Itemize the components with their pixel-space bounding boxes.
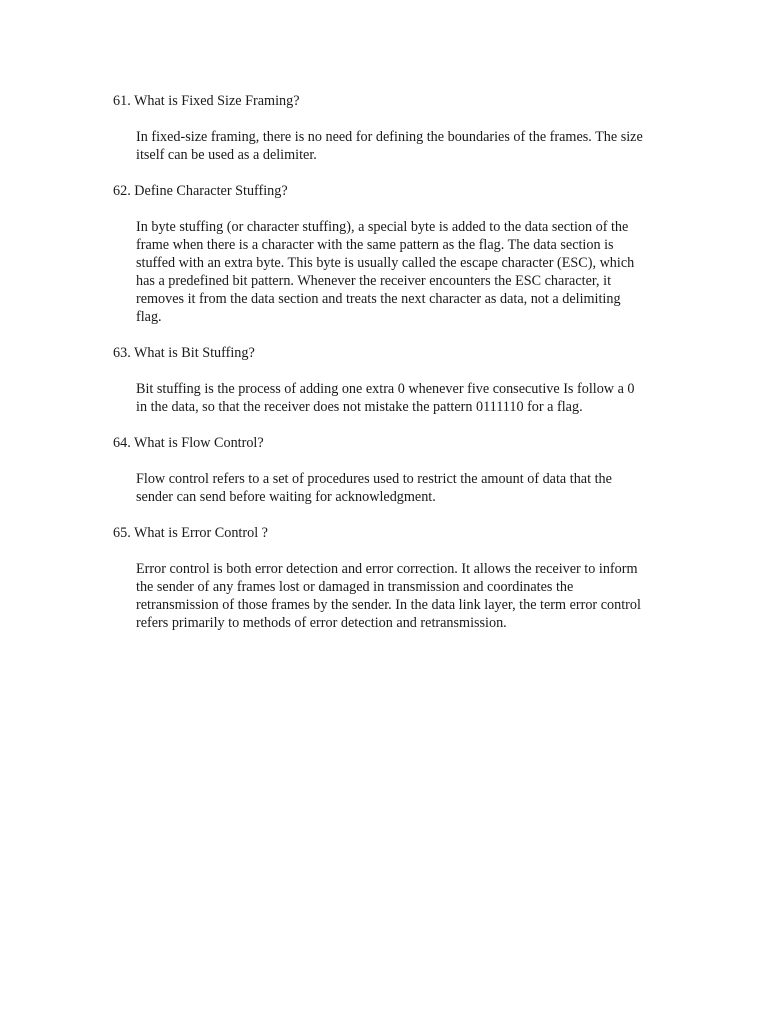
answer-62 <box>136 218 676 326</box>
answer-line: In fixed-size framing, there is no need for defining the boundaries of the frames. The size <box>136 129 643 145</box>
answer-line: retransmission of those frames by the sender. In the data link layer, the term error control <box>136 597 641 613</box>
answer-line: removes it from the data section and treats the next character as data, not a delimiting <box>136 291 621 307</box>
answer-line: in the data, so that the receiver does not mistake the pattern 0111110 for a flag. <box>136 399 583 415</box>
answer-line: Flow control refers to a set of procedures used to restrict the amount of data that the <box>136 471 612 487</box>
question-65: 65. What is Error Control ? <box>113 525 268 541</box>
qa-item-62 <box>113 182 673 326</box>
answer-line: refers primarily to methods of error detection and retransmission. <box>136 615 507 631</box>
question-63: 63. What is Bit Stuffing? <box>113 345 255 361</box>
answer-64 <box>136 470 676 506</box>
answer-line: has a predefined bit pattern. Whenever the receiver encounters the ESC character, it <box>136 273 612 289</box>
qa-item-64 <box>113 434 673 506</box>
qa-item-61 <box>113 92 673 164</box>
answer-line: In byte stuffing (or character stuffing), a special byte is added to the data section of the <box>136 219 629 235</box>
answer-line: frame when there is a character with the same pattern as the flag. The data section is <box>136 237 614 253</box>
answer-line: flag. <box>136 309 162 325</box>
qa-list <box>113 92 673 650</box>
question-62: 62. Define Character Stuffing? <box>113 183 288 199</box>
question-61: 61. What is Fixed Size Framing? <box>113 93 300 109</box>
answer-line: the sender of any frames lost or damaged in transmission and coordinates the <box>136 579 574 595</box>
answer-61 <box>136 128 676 164</box>
answer-line: Error control is both error detection and error correction. It allows the receiver to inform <box>136 561 638 577</box>
answer-line: Bit stuffing is the process of adding one extra 0 whenever five consecutive Is follow a 0 <box>136 381 635 397</box>
answer-line: stuffed with an extra byte. This byte is usually called the escape character (ESC), which <box>136 255 635 271</box>
answer-63 <box>136 380 676 416</box>
question-64: 64. What is Flow Control? <box>113 435 264 451</box>
answer-line: sender can send before waiting for acknowledgment. <box>136 489 436 505</box>
qa-item-63 <box>113 344 673 416</box>
answer-line: itself can be used as a delimiter. <box>136 147 317 163</box>
answer-65 <box>136 560 676 632</box>
qa-item-65 <box>113 524 673 632</box>
